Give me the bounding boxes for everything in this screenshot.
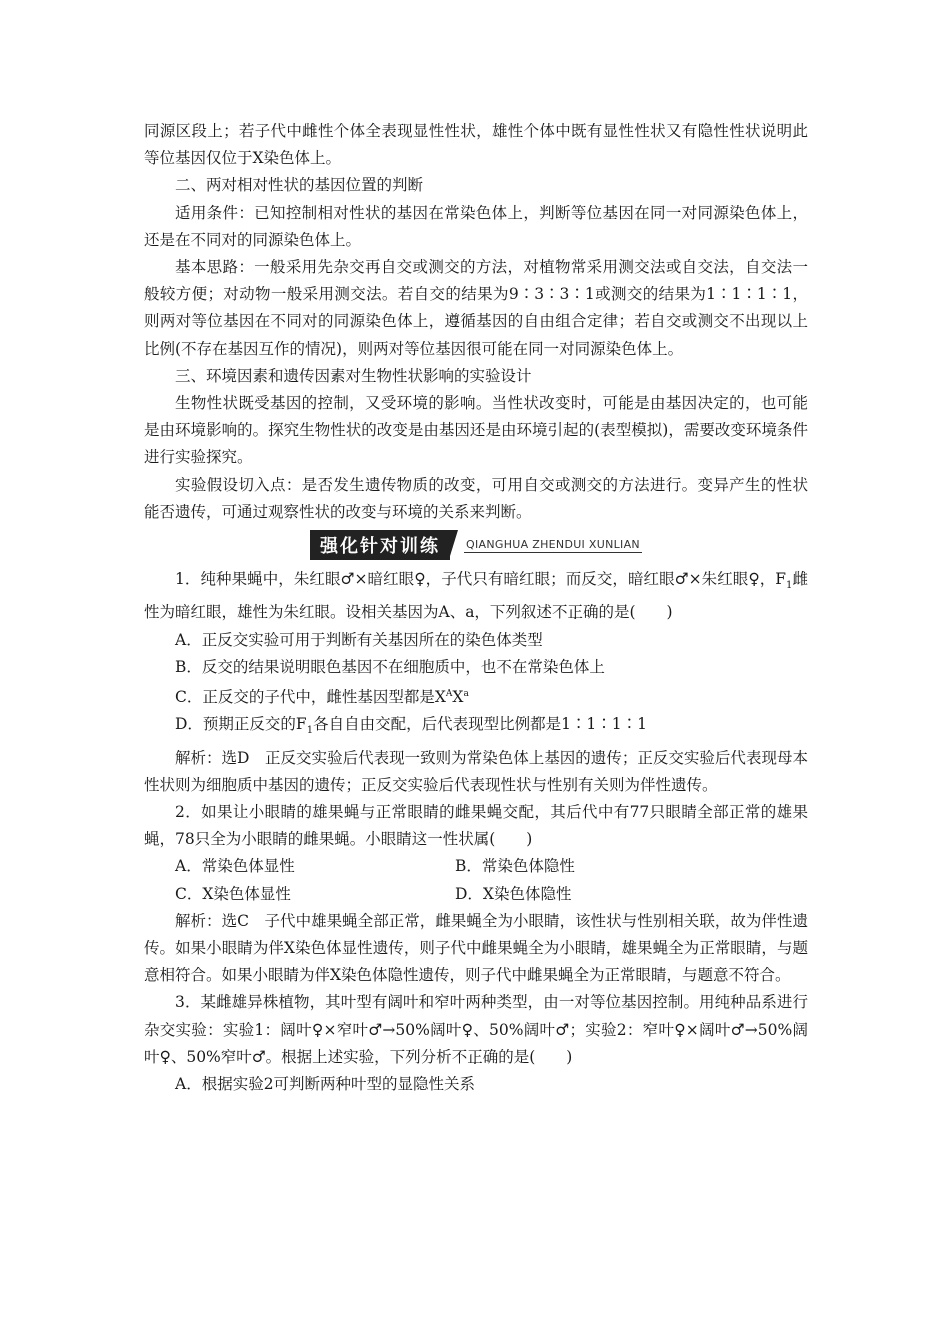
- question-2-option-a: A．常染色体显性: [175, 857, 295, 876]
- banner-title: 强化针对训练: [310, 530, 450, 560]
- section-heading: 三、环境因素和遗传因素对生物性状影响的实验设计: [175, 366, 532, 385]
- question-1-option-a: A．正反交实验可用于判断有关基因所在的染色体类型: [175, 630, 543, 649]
- question-2-option-c: C．X染色体显性: [175, 884, 291, 903]
- section-banner: [144, 528, 808, 562]
- question-1-option-b: B．反交的结果说明眼色基因不在细胞质中，也不在常染色体上: [175, 657, 605, 676]
- paragraph: 同源区段上；若子代中雌性个体全表现显性性状，雄性个体中既有显性性状又有隐性性状说明此等位基因仅位于X染色体上。: [144, 122, 808, 168]
- question-1-stem: 1．纯种果蝇中，朱红眼♂×暗红眼♀，子代只有暗红眼；而反交，暗红眼♂×朱红眼♀，$F_1$雌性为暗红眼，雄性为朱红眼。设相关基因为A、a，下列叙述不正确的是( ): [144, 570, 808, 622]
- emphasis-dot-text: 不: [551, 603, 568, 622]
- question-1-option-c: C．正反交的子代中，雌性基因型都是$X^AX^a$: [175, 688, 469, 707]
- question-2-analysis: 解析：选C 子代中雄果蝇全部正常，雌果蝇全为小眼睛，该性状与性别相关联，故为伴性遗传。如果小眼睛为伴X染色体显性遗传，则子代中雌果蝇全为小眼睛，雄果蝇全为正常眼睛，与题意相符合。如果小眼睛为伴X染色体隐性遗传，则子代中雌果蝇全为正常眼睛，与题意不符合。: [144, 911, 808, 985]
- emphasis-dot-text: 不: [451, 1047, 468, 1066]
- question-2-stem: 2．如果让小眼睛的雄果蝇与正常眼睛的雌果蝇交配，其后代中有77只眼睛全部正常的雄果蝇，78只全为小眼睛的雌果蝇。小眼睛这一性状属( ): [144, 803, 808, 849]
- question-3-stem: 3．某雌雄异株植物，其叶型有阔叶和窄叶两种类型，由一对等位基因控制。用纯种品系进行杂交实验：实验1：阔叶♀×窄叶♂→50%阔叶♀、50%阔叶♂；实验2：窄叶♀×阔叶♂→50%阔叶♀、50%窄叶♂。根据上述实验，下列分析不正确的是( ): [144, 993, 808, 1066]
- banner-subtitle: QIANGHUA ZHENDUI XUNLIAN: [466, 537, 640, 551]
- question-1-analysis: 解析：选D 正反交实验后代表现一致则为常染色体上基因的遗传；正反交实验后代表现母本性状则为细胞质中基因的遗传；正反交实验后代表现性状与性别有关则为伴性遗传。: [144, 748, 808, 794]
- document-page: [144, 118, 808, 1098]
- question-2-option-d: D．X染色体隐性: [455, 884, 572, 903]
- section-heading: 二、两对相对性状的基因位置的判断: [175, 176, 424, 195]
- question-2-option-b: B．常染色体隐性: [455, 857, 575, 876]
- question-1-option-d: D．预期正反交的$F_1$各自自由交配，后代表现型比例都是1∶1∶1∶1: [175, 715, 648, 737]
- paragraph: 实验假设切入点：是否发生遗传物质的改变，可用自交或测交的方法进行。变异产生的性状能否遗传，可通过观察性状的改变与环境的关系来判断。: [144, 475, 808, 521]
- paragraph: 适用条件：已知控制相对性状的基因在常染色体上，判断等位基因在同一对同源染色体上，还是在不同对的同源染色体上。: [144, 203, 808, 249]
- paragraph: 基本思路：一般采用先杂交再自交或测交的方法，对植物常采用测交法或自交法，自交法一般较方便；对动物一般采用测交法。若自交的结果为9∶3∶3∶1或测交的结果为1∶1∶1∶1，则两对等位基因在不同对的同源染色体上，遵循基因的自由组合定律；若自交或测交不出现以上比例(不存在基因互作的情况)，则两对等位基因很可能在同一对同源染色体上。: [144, 258, 808, 358]
- question-2-options-row-2: [144, 881, 808, 908]
- question-3-option-a: A．根据实验2可判断两种叶型的显隐性关系: [175, 1075, 476, 1094]
- question-2-options-row-1: [144, 853, 808, 880]
- paragraph: 生物性状既受基因的控制，又受环境的影响。当性状改变时，可能是由基因决定的，也可能是由环境影响的。探究生物性状的改变是由基因还是由环境引起的(表型模拟)，需要改变环境条件进行实验探究。: [144, 394, 808, 467]
